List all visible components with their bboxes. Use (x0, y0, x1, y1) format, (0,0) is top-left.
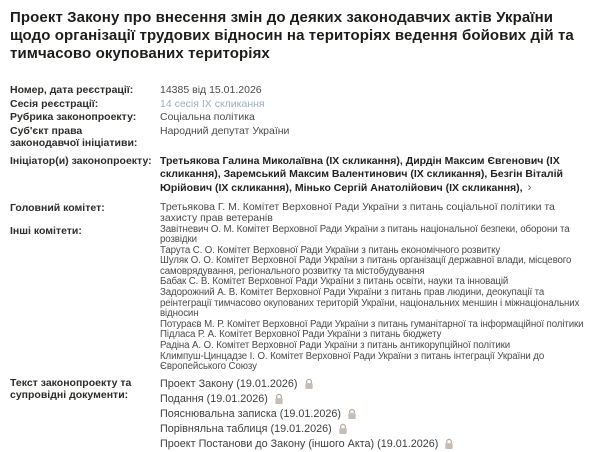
initiators-label: Ініціатор(и) законопроекту: (10, 154, 152, 167)
committee-item: Задорожний А. В. Комітет Верховної Ради України з питань прав людини, деокупації та реінтеграції тимчасово окупованих територій України, національних меншин і міжнаціональних відносин (160, 287, 580, 320)
rubric-value: Соціальна політика (160, 111, 255, 123)
lock-icon (274, 393, 284, 405)
document-link[interactable]: Порівняльна таблиця (19.01.2026) (160, 422, 332, 435)
committee-item: Потураєв М. Р. Комітет Верховної Ради України з питань гуманітарної та інформаційної політики (160, 318, 584, 330)
row-subject (10, 125, 590, 150)
registration-label: Номер, дата реєстрації: (10, 84, 134, 96)
session-link[interactable]: 14 сесія IX скликання (160, 97, 265, 110)
other-committees-label: Інші комітети: (10, 224, 82, 237)
initiators-value (160, 155, 590, 195)
document-link[interactable]: Проект Закону (19.01.2026) (160, 377, 298, 390)
row-initiators (10, 155, 590, 195)
lock-icon (347, 408, 357, 420)
initiators-links[interactable]: Третьякова Галина Миколаївна (IX скликання), Дирдін Максим Євгенович (IX скликання), Заремський Максим Валентинович (IX скликання), Безгін Віталій Юрійович (IX скликання), Мінько Сергій Анатолійович (IX скликання), (160, 154, 563, 194)
subject-label: Суб'єкт права законодавчої ініціативи: (10, 124, 138, 149)
document-item (160, 377, 590, 392)
document-item (160, 437, 590, 452)
documents-list (160, 377, 590, 452)
lock-icon (338, 423, 348, 435)
row-rubric (10, 111, 590, 124)
document-link[interactable]: Подання (19.01.2026) (160, 392, 268, 405)
row-main-committee (10, 202, 590, 224)
committee-item: Підласа Р. А. Комітет Верховної Ради України з питань бюджету (160, 329, 442, 341)
documents-label: Текст законопроекту та супровідні документи: (10, 376, 132, 401)
committee-item: Завітневич О. М. Комітет Верховної Ради України з питань національної безпеки, оборони та розвідки (160, 223, 570, 246)
document-link[interactable]: Проект Постанови до Закону (іншого Акта) (19.01.2026) (160, 437, 439, 450)
page-title: Проект Закону про внесення змін до деяких законодавчих актів України щодо організації трудових відносин на територіях ведення бойових дій та тимчасово окупованих територіях (10, 9, 574, 62)
main-committee-value: Третьякова Г. М. Комітет Верховної Ради України з питань соціальної політики та захисту прав ветеранів (160, 200, 555, 224)
document-item (160, 422, 590, 437)
committee-item: Климпуш-Цинцадзе І. О. Комітет Верховної Ради України з питань інтеграції України до Європейського Союзу (160, 350, 545, 373)
committee-item: Бабак С. В. Комітет Верховної Ради України з питань освіти, науки та інновацій (160, 276, 509, 288)
session-label: Сесія реєстрації: (10, 97, 99, 110)
committee-item: Тарута С. О. Комітет Верховної Ради України з питань економічного розвитку (160, 244, 501, 256)
row-registration (10, 84, 590, 97)
committee-item: Радіна А. О. Комітет Верховної Ради України з питань антикорупційної політики (160, 340, 511, 352)
bill-meta (10, 84, 590, 452)
row-other-committees (10, 225, 590, 373)
other-committees-list (160, 225, 590, 373)
subject-value: Народний депутат України (160, 124, 290, 137)
lock-icon (444, 438, 454, 450)
committee-item: Шуляк О. О. Комітет Верховної Ради України з питань організації державної влади, місцевого самоврядування, регіонального розвитку та містобудування (160, 255, 572, 277)
document-link[interactable]: Пояснювальна записка (19.01.2026) (160, 407, 342, 420)
row-documents (10, 377, 590, 452)
document-item (160, 407, 590, 422)
document-item (160, 392, 590, 407)
lock-icon (304, 378, 314, 390)
registration-value: 14385 від 15.01.2026 (160, 84, 262, 96)
expand-initiators-chevron-icon[interactable]: › (527, 179, 532, 194)
rubric-label: Рубрика законопроекту: (10, 111, 137, 123)
row-session (10, 98, 590, 111)
main-committee-label: Головний комітет: (10, 201, 105, 214)
